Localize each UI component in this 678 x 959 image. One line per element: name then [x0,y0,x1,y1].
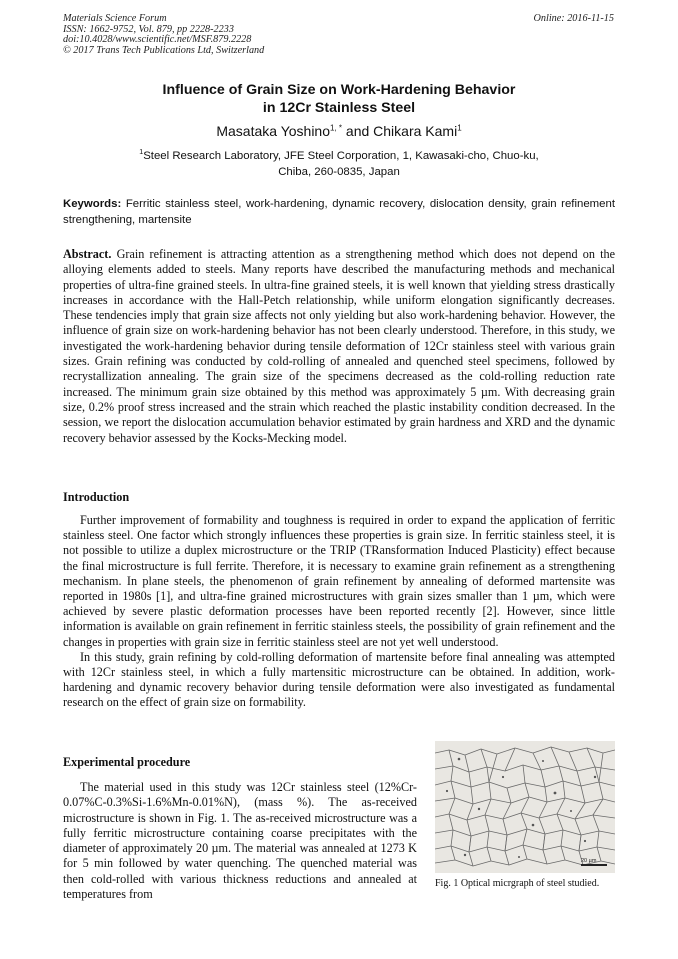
paper-title [63,82,615,117]
introduction-paragraph-2: In this study, grain refining by cold-rolling deformation of martensite before final annealing was attempted with 12Cr stainless steel, in which a fully martensitic microstructure can be obtained. In addition, work-hardening and dynamic recovery behavior during tensile deformation were also investigated as fundamental research on the effect of grain size on formability. [63,649,615,710]
introduction-paragraph-1: Further improvement of formability and toughness is required in order to expand the application of ferritic stainless steel. One factor which strongly influences these properties is grain size. In ferritic stainless steel, it is not possible to utilize a duplex microstructure or the TRIP (TRansformation Induced Plasticity) effect because the final microstructure is full ferrite. Therefore, it is necessary to examine grain refinement as a strengthening mechanism. In plane steels, the phenomenon of grain refinement by annealing of deformed martensite was reported in 1980s [1], and ultra-fine grained microstructures with grain sizes smaller than 1 µm, which were achieved by severe plastic deformation processes have been reported recently [2]. However, since little information is available on grain refinement in ferritic stainless steels, the possibility of grain refinement and the changes in properties with grain size in ferritic stainless steel are not yet well understood. [63,513,615,649]
introduction-body [63,513,615,711]
keywords-text: Ferritic stainless steel, work-hardening, dynamic recovery, dislocation density, grain refinement strengthening, martensite [63,198,615,226]
abstract-text: Grain refinement is attracting attention as a strengthening method which does not depend on the alloying elements added to steels. Many reports have described the manufacturing methods and mechanical properties of ultra-fine grained steels. In ultra-fine grained steels, it is well known that yielding stress drastically increases in accordance with the Hall-Petch relationship, while uniform elongation significantly decreases. These tendencies imply that grain size affects not only yielding but also work-hardening behavior. However, the influence of grain size on work-hardening behavior has not been clearly understood. Therefore, in this study, we investigated the work-hardening behavior during tensile deformation of 12Cr stainless steel with various grain sizes. Grain refining was conducted by cold-rolling of annealed and quenched steel specimens, followed by recrystallization annealing. The grain size of the specimens decreased as the cold-rolling reduction rate increased. The minimum grain size obtained by this method was approximately 5 µm. With decreasing grain size, 0.2% proof stress increased and the strain which reached the plastic instability condition decreased. In the session, we report the dislocation accumulation behavior estimated by grain hardness and XRD and the dynamic recovery behavior assessed by the Kocks-Mecking model. [63,247,615,445]
abstract-label: Abstract. [63,247,112,261]
experimental-paragraph-1: The material used in this study was 12Cr stainless steel (12%Cr-0.07%C-0.3%Si-1.6%Mn-0.01%N), (mass %). The as-received microstructure is shown in Fig. 1. The as-received microstructure was a fully ferritic microstructure containing coarse precipitates with the diameter of approximately 20 µm. The material was annealed at 1273 K for 5 min followed by water quenching. The quenched material was then cold-rolled with various thickness reductions and annealed at temperatures from [63,780,417,902]
journal-name: Materials Science Forum [63,13,167,24]
scale-bar-label: 20 µm [581,858,597,864]
author-2-affil-mark: 1 [457,123,462,133]
experimental-body [63,780,417,902]
copyright-line: © 2017 Trans Tech Publications Ltd, Switzerland [63,44,265,56]
keywords-block [63,197,615,228]
affiliation-mark: 1 [139,149,144,157]
title-line-1: Influence of Grain Size on Work-Hardening Behavior [162,82,516,98]
issn-line: ISSN: 1662-9752, Vol. 879, pp 2228-2233 [63,23,234,35]
author-connector: and [342,123,374,139]
author-list [63,122,615,140]
abstract-block [63,247,615,446]
figure-1-caption: Fig. 1 Optical micrgraph of steel studied. [435,878,600,889]
introduction-heading: Introduction [63,490,130,504]
figure-1-micrograph [435,741,615,873]
doi-line: doi:10.4028/www.scientific.net/MSF.879.2228 [63,34,252,46]
keywords-label: Keywords: [63,198,122,210]
title-line-2: in 12Cr Stainless Steel [262,99,416,116]
affiliation-line-2: Chiba, 260-0835, Japan [278,166,400,178]
author-2-name: Chikara Kami [373,123,458,139]
journal-header [63,14,264,56]
online-date: Online: 2016-11-15 [533,13,614,24]
author-1-name: Masataka Yoshino [216,123,330,139]
affiliation-text-1: Steel Research Laboratory, JFE Steel Corporation, 1, Kawasaki-cho, Chuo-ku, [143,150,539,162]
micrograph-image [435,741,615,873]
experimental-heading: Experimental procedure [63,755,191,769]
affiliation-line-1 [63,148,615,164]
author-1-affil-mark: 1, * [330,123,343,133]
affiliation [63,148,615,180]
